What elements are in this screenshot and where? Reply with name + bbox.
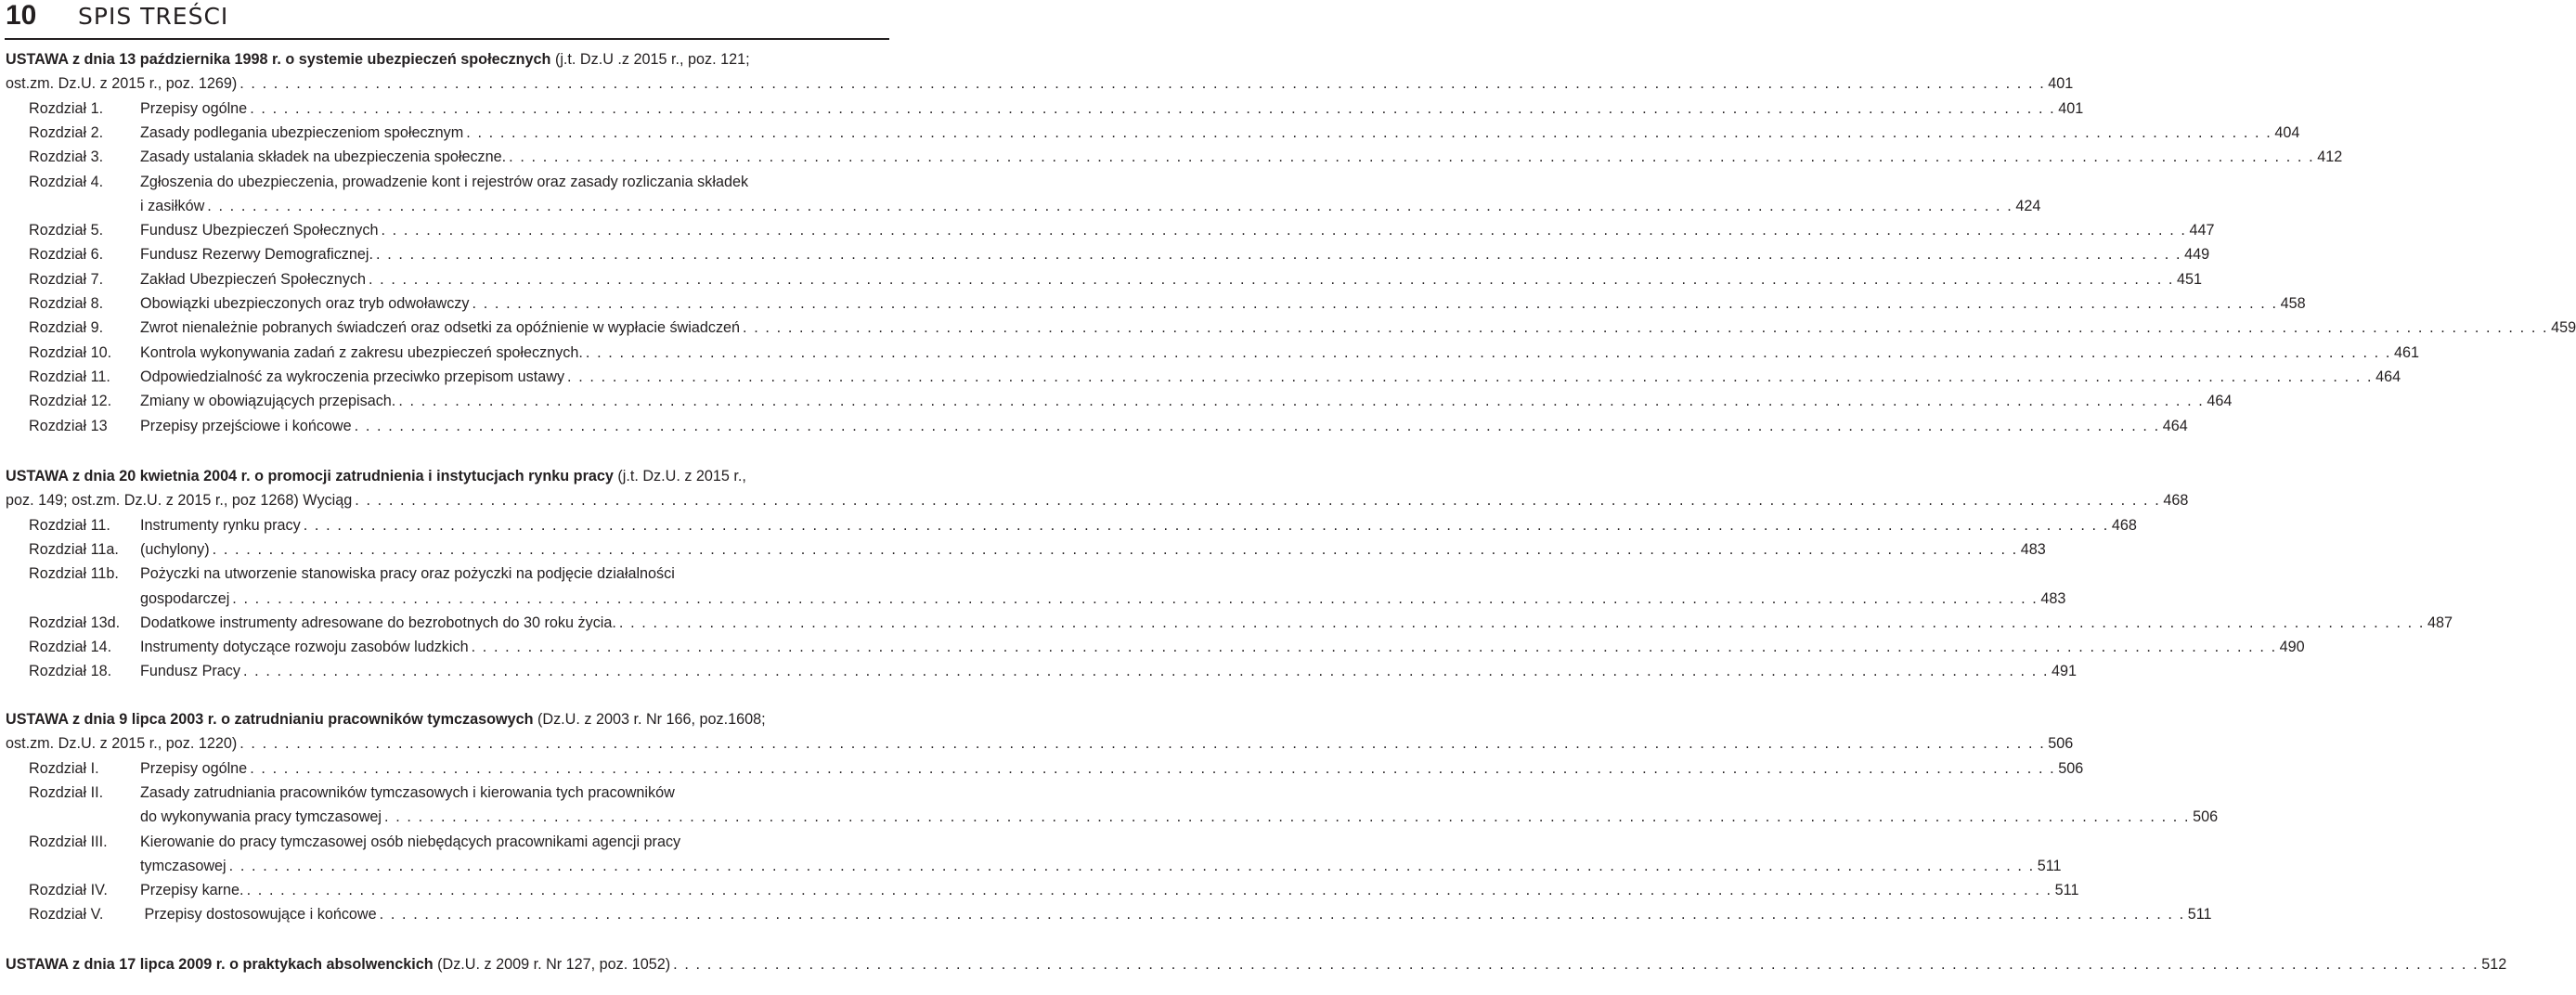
chapter-title: Zasady zatrudniania pracowników tymczasowych i kierowania tych pracowników — [140, 783, 675, 801]
chapter-title: Zakład Ubezpieczeń Społecznych — [140, 270, 366, 288]
chapter-entry — [140, 637, 2305, 657]
chapter-entry — [140, 904, 2212, 924]
dot-leader: . . . . . . . . . . . . . . . . . . . . . . . . . . . . . . . . . . . . . . . . . . . . . . . . . . . . . . . . . . . . . . . . . . . . . . . . . . . . . . . . . . . . . . . . . . . . . . . . . . . . . . . . . . . . . . . . . . . . . . . . . . . . . . . . . . . . . . . . . . . . . . . . . . . . . . . . . . . . . . . . — [466, 123, 2272, 141]
chapter-label: Rozdział 8. — [29, 295, 104, 312]
section-title-line — [6, 466, 885, 486]
chapter-title: Zasady ustalania składek na ubezpieczenia społeczne. — [140, 149, 507, 166]
chapter-title: Dodatkowe instrumenty adresowane do bezrobotnych do 30 roku życia. — [140, 614, 616, 631]
chapter-entry — [140, 563, 885, 584]
chapter-entry — [140, 613, 2453, 633]
page-ref: 468 — [2111, 516, 2137, 534]
chapter-label: Rozdział II. — [29, 783, 104, 801]
act-reference: poz. 149; ost.zm. Dz.U. z 2015 r., poz 1268) Wyciąg — [6, 492, 353, 510]
dot-leader: . . . . . . . . . . . . . . . . . . . . . . . . . . . . . . . . . . . . . . . . . . . . . . . . . . . . . . . . . . . . . . . . . . . . . . . . . . . . . . . . . . . . . . . . . . . . . . . . . . . . . . . . . . . . . . . . . . . . . . . . . . . . . . . . . . . . . . . . . . . . . . . . . . . . . . . . . . . . . . . . — [585, 343, 2391, 361]
chapter-entry — [140, 147, 2343, 167]
dot-leader: . . . . . . . . . . . . . . . . . . . . . . . . . . . . . . . . . . . . . . . . . . . . . . . . . . . . . . . . . . . . . . . . . . . . . . . . . . . . . . . . . . . . . . . . . . . . . . . . . . . . . . . . . . . . . . . . . . . . . . . . . . . . . . . . . . . . . . . . . . . . . . . . . . . . . . . . . . . . . . . . — [354, 417, 2160, 434]
chapter-title: tymczasowej — [140, 857, 227, 874]
chapter-title: Zasady podlegania ubezpieczeniom społecznym — [140, 123, 464, 141]
chapter-title: Kierowanie do pracy tymczasowej osób niebędących pracownikami agencji pracy — [140, 833, 681, 850]
chapter-title: Instrumenty dotyczące rozwoju zasobów ludzkich — [140, 639, 469, 656]
page-ref: 464 — [2162, 417, 2188, 434]
chapter-title: Przepisy dostosowujące i końcowe — [140, 906, 377, 924]
dot-leader: . . . . . . . . . . . . . . . . . . . . . . . . . . . . . . . . . . . . . . . . . . . . . . . . . . . . . . . . . . . . . . . . . . . . . . . . . . . . . . . . . . . . . . . . . . . . . . . . . . . . . . . . . . . . . . . . . . . . . . . . . . . . . . . . . . . . . . . . . . . . . . . . . . . . . . . . . . . . . . . . — [471, 639, 2277, 656]
dot-leader: . . . . . . . . . . . . . . . . . . . . . . . . . . . . . . . . . . . . . . . . . . . . . . . . . . . . . . . . . . . . . . . . . . . . . . . . . . . . . . . . . . . . . . . . . . . . . . . . . . . . . . . . . . . . . . . . . . . . . . . . . . . . . . . . . . . . . . . . . . . . . . . . . . . . . . . . . . . . . . . . — [618, 614, 2425, 631]
dot-leader: . . . . . . . . . . . . . . . . . . . . . . . . . . . . . . . . . . . . . . . . . . . . . . . . . . . . . . . . . . . . . . . . . . . . . . . . . . . . . . . . . . . . . . . . . . . . . . . . . . . . . . . . . . . . . . . . . . . . . . . . . . . . . . . . . . . . . . . . . . . . . . . . . . . . . . . . . . . . . . . . — [250, 99, 2056, 117]
chapter-label: Rozdział 10. — [29, 343, 112, 361]
page-ref: 451 — [2177, 270, 2203, 288]
dot-leader: . . . . . . . . . . . . . . . . . . . . . . . . . . . . . . . . . . . . . . . . . . . . . . . . . . . . . . . . . . . . . . . . . . . . . . . . . . . . . . . . . . . . . . . . . . . . . . . . . . . . . . . . . . . . . . . . . . . . . . . . . . . . . . . . . . . . . . . . . . . . . . . . . . . . . . . . . . . . . . . . — [509, 149, 2315, 166]
chapter-label: Rozdział 13 — [29, 417, 108, 434]
chapter-entry — [140, 293, 2306, 314]
page-ref: 459 — [2551, 319, 2576, 337]
chapter-title: Zgłoszenia do ubezpieczenia, prowadzenie kont i rejestrów oraz zasady rozliczania składek — [140, 173, 749, 190]
page-ref: 512 — [2481, 956, 2507, 973]
chapter-entry — [140, 758, 2084, 779]
dot-leader: . . . . . . . . . . . . . . . . . . . . . . . . . . . . . . . . . . . . . . . . . . . . . . . . . . . . . . . . . . . . . . . . . . . . . . . . . . . . . . . . . . . . . . . . . . . . . . . . . . . . . . . . . . . . . . . . . . . . . . . . . . . . . . . . . . . . . . . . . . . . . . . . . . . . . . . . . . . . . . . . — [398, 393, 2205, 410]
chapter-title: Zmiany w obowiązujących przepisach. — [140, 393, 396, 410]
page-ref: 506 — [2058, 759, 2084, 777]
dot-leader: . . . . . . . . . . . . . . . . . . . . . . . . . . . . . . . . . . . . . . . . . . . . . . . . . . . . . . . . . . . . . . . . . . . . . . . . . . . . . . . . . . . . . . . . . . . . . . . . . . . . . . . . . . . . . . . . . . . . . . . . . . . . . . . . . . . . . . . . . . . . . . . . . . . . . . . . . . . . . . . . — [379, 906, 2185, 924]
chapter-label: Rozdział IV. — [29, 882, 108, 899]
chapter-entry — [140, 172, 885, 192]
page-number: 10 — [6, 0, 37, 31]
chapter-title: Instrumenty rynku pracy — [140, 516, 301, 534]
dot-leader: . . . . . . . . . . . . . . . . . . . . . . . . . . . . . . . . . . . . . . . . . . . . . . . . . . . . . . . . . . . . . . . . . . . . . . . . . . . . . . . . . . . . . . . . . . . . . . . . . . . . . . . . . . . . . . . . . . . . . . . . . . . . . . . . . . . . . . . . . . . . . . . . . . . . . . . . . . . . . . . . — [368, 270, 2175, 288]
page-ref: 491 — [2052, 663, 2078, 680]
chapter-label: Rozdział 4. — [29, 173, 104, 190]
chapter-entry — [140, 588, 2066, 609]
chapter-title: Zwrot nienależnie pobranych świadczeń oraz odsetki za opóźnienie w wypłacie świadczeń — [140, 319, 741, 337]
chapter-label: Rozdział 12. — [29, 393, 112, 410]
chapter-title: Przepisy karne. — [140, 882, 244, 899]
section-title-line — [6, 709, 885, 730]
page-ref: 449 — [2184, 246, 2210, 264]
chapter-label: Rozdział 18. — [29, 663, 112, 680]
act-reference: ost.zm. Dz.U. z 2015 r., poz. 1269) — [6, 75, 238, 93]
page-ref: 483 — [2040, 589, 2066, 607]
chapter-label: Rozdział 11b. — [29, 565, 119, 583]
page-ref: 401 — [2048, 75, 2074, 93]
chapter-label: Rozdział 7. — [29, 270, 104, 288]
chapter-label: Rozdział 5. — [29, 222, 104, 239]
chapter-label: Rozdział 2. — [29, 123, 104, 141]
page-ref: 511 — [2187, 906, 2212, 924]
act-reference: (j.t. Dz.U .z 2015 r., poz. 121; — [550, 51, 750, 68]
dot-leader: . . . . . . . . . . . . . . . . . . . . . . . . . . . . . . . . . . . . . . . . . . . . . . . . . . . . . . . . . . . . . . . . . . . . . . . . . . . . . . . . . . . . . . . . . . . . . . . . . . . . . . . . . . . . . . . . . . . . . . . . . . . . . . . . . . . . . . . . . . . . . . . . . . . . . . . . . . . . . . . . — [303, 516, 2109, 534]
chapter-entry — [140, 244, 2210, 265]
chapter-entry — [140, 220, 2215, 240]
chapter-label: Rozdział 11. — [29, 368, 110, 385]
chapter-title: do wykonywania pracy tymczasowej — [140, 808, 382, 826]
chapter-entry — [140, 196, 2041, 216]
chapter-entry — [140, 269, 2203, 290]
chapter-label: Rozdział 11a. — [29, 540, 119, 558]
page-ref: 506 — [2048, 735, 2074, 753]
page-ref: 464 — [2207, 393, 2233, 410]
chapter-entry — [140, 98, 2084, 119]
act-title: USTAWA z dnia 17 lipca 2009 r. o praktykach absolwenckich — [6, 956, 434, 973]
chapter-entry — [140, 515, 2137, 536]
chapter-entry — [140, 807, 2219, 827]
dot-leader: . . . . . . . . . . . . . . . . . . . . . . . . . . . . . . . . . . . . . . . . . . . . . . . . . . . . . . . . . . . . . . . . . . . . . . . . . . . . . . . . . . . . . . . . . . . . . . . . . . . . . . . . . . . . . . . . . . . . . . . . . . . . . . . . . . . . . . . . . . . . . . . . . . . . . . . . . . . . . . . . — [212, 540, 2018, 558]
chapter-label: Rozdział 3. — [29, 149, 104, 166]
section-title-line — [6, 954, 2507, 975]
chapter-entry — [140, 342, 2419, 363]
section-title-line — [6, 49, 885, 70]
chapter-title: Fundusz Pracy — [140, 663, 240, 680]
page-ref: 404 — [2274, 123, 2300, 141]
chapter-title: Przepisy ogólne — [140, 759, 248, 777]
page-ref: 447 — [2189, 222, 2215, 239]
page-ref: 412 — [2317, 149, 2343, 166]
chapter-label: Rozdział 9. — [29, 319, 104, 337]
chapter-label: Rozdział 11. — [29, 516, 110, 534]
page-title: SPIS TREŚCI — [78, 3, 229, 30]
section-title-line — [6, 73, 2074, 94]
chapter-entry — [140, 367, 2401, 387]
page-ref: 483 — [2020, 540, 2046, 558]
dot-leader: . . . . . . . . . . . . . . . . . . . . . . . . . . . . . . . . . . . . . . . . . . . . . . . . . . . . . . . . . . . . . . . . . . . . . . . . . . . . . . . . . . . . . . . . . . . . . . . . . . . . . . . . . . . . . . . . . . . . . . . . . . . . . . . . . . . . . . . . . . . . . . . . . . . . . . . . . . . . . . . . — [381, 222, 2187, 239]
dot-leader: . . . . . . . . . . . . . . . . . . . . . . . . . . . . . . . . . . . . . . . . . . . . . . . . . . . . . . . . . . . . . . . . . . . . . . . . . . . . . . . . . . . . . . . . . . . . . . . . . . . . . . . . . . . . . . . . . . . . . . . . . . . . . . . . . . . . . . . . . . . . . . . . . . . . . . . . . . . . . . . . — [246, 882, 2052, 899]
act-reference: ost.zm. Dz.U. z 2015 r., poz. 1220) — [6, 735, 238, 753]
chapter-entry — [140, 391, 2233, 411]
chapter-title: Kontrola wykonywania zadań z zakresu ubezpieczeń społecznych. — [140, 343, 583, 361]
chapter-entry — [140, 539, 2046, 560]
dot-leader: . . . . . . . . . . . . . . . . . . . . . . . . . . . . . . . . . . . . . . . . . . . . . . . . . . . . . . . . . . . . . . . . . . . . . . . . . . . . . . . . . . . . . . . . . . . . . . . . . . . . . . . . . . . . . . . . . . . . . . . . . . . . . . . . . . . . . . . . . . . . . . . . . . . . . . . . . . . . . . . . — [242, 663, 2050, 680]
chapter-label: Rozdział 1. — [29, 99, 104, 117]
chapter-entry — [140, 416, 2188, 436]
dot-leader: . . . . . . . . . . . . . . . . . . . . . . . . . . . . . . . . . . . . . . . . . . . . . . . . . . . . . . . . . . . . . . . . . . . . . . . . . . . . . . . . . . . . . . . . . . . . . . . . . . . . . . . . . . . . . . . . . . . . . . . . . . . . . . . . . . . . . . . . . . . . . . . . . . . . . . . . . . . . . . . . — [743, 319, 2549, 337]
dot-leader: . . . . . . . . . . . . . . . . . . . . . . . . . . . . . . . . . . . . . . . . . . . . . . . . . . . . . . . . . . . . . . . . . . . . . . . . . . . . . . . . . . . . . . . . . . . . . . . . . . . . . . . . . . . . . . . . . . . . . . . . . . . . . . . . . . . . . . . . . . . . . . . . . . . . . . . . . . . . . . . . — [384, 808, 2191, 826]
act-title: USTAWA z dnia 20 kwietnia 2004 r. o promocji zatrudnienia i instytucjach rynku pracy — [6, 468, 614, 485]
chapter-label: Rozdział I. — [29, 759, 99, 777]
chapter-label: Rozdział 13d. — [29, 614, 121, 631]
act-reference: (Dz.U. z 2009 r. Nr 127, poz. 1052) — [433, 956, 671, 973]
page-ref: 506 — [2193, 808, 2219, 826]
chapter-entry — [140, 317, 2576, 338]
dot-leader: . . . . . . . . . . . . . . . . . . . . . . . . . . . . . . . . . . . . . . . . . . . . . . . . . . . . . . . . . . . . . . . . . . . . . . . . . . . . . . . . . . . . . . . . . . . . . . . . . . . . . . . . . . . . . . . . . . . . . . . . . . . . . . . . . . . . . . . . . . . . . . . . . . . . . . . . . . . . . . . . — [376, 246, 2182, 264]
dot-leader: . . . . . . . . . . . . . . . . . . . . . . . . . . . . . . . . . . . . . . . . . . . . . . . . . . . . . . . . . . . . . . . . . . . . . . . . . . . . . . . . . . . . . . . . . . . . . . . . . . . . . . . . . . . . . . . . . . . . . . . . . . . . . . . . . . . . . . . . . . . . . . . . . . . . . . . . . . . . . . . . — [673, 956, 2479, 973]
dot-leader: . . . . . . . . . . . . . . . . . . . . . . . . . . . . . . . . . . . . . . . . . . . . . . . . . . . . . . . . . . . . . . . . . . . . . . . . . . . . . . . . . . . . . . . . . . . . . . . . . . . . . . . . . . . . . . . . . . . . . . . . . . . . . . . . . . . . . . . . . . . . . . . . . . . . . . . . . . . . . . . . — [250, 759, 2056, 777]
dot-leader: . . . . . . . . . . . . . . . . . . . . . . . . . . . . . . . . . . . . . . . . . . . . . . . . . . . . . . . . . . . . . . . . . . . . . . . . . . . . . . . . . . . . . . . . . . . . . . . . . . . . . . . . . . . . . . . . . . . . . . . . . . . . . . . . . . . . . . . . . . . . . . . . . . . . . . . . . . . . . . . . — [472, 295, 2278, 312]
chapter-title: Przepisy ogólne — [140, 99, 248, 117]
section-title-line — [6, 490, 2189, 510]
chapter-entry — [140, 123, 2300, 143]
page-ref: 511 — [2054, 882, 2079, 899]
dot-leader: . . . . . . . . . . . . . . . . . . . . . . . . . . . . . . . . . . . . . . . . . . . . . . . . . . . . . . . . . . . . . . . . . . . . . . . . . . . . . . . . . . . . . . . . . . . . . . . . . . . . . . . . . . . . . . . . . . . . . . . . . . . . . . . . . . . . . . . . . . . . . . . . . . . . . . . . . . . . . . . . — [567, 368, 2374, 385]
dot-leader: . . . . . . . . . . . . . . . . . . . . . . . . . . . . . . . . . . . . . . . . . . . . . . . . . . . . . . . . . . . . . . . . . . . . . . . . . . . . . . . . . . . . . . . . . . . . . . . . . . . . . . . . . . . . . . . . . . . . . . . . . . . . . . . . . . . . . . . . . . . . . . . . . . . . . . . . . . . . . . . . — [239, 735, 2046, 753]
dot-leader: . . . . . . . . . . . . . . . . . . . . . . . . . . . . . . . . . . . . . . . . . . . . . . . . . . . . . . . . . . . . . . . . . . . . . . . . . . . . . . . . . . . . . . . . . . . . . . . . . . . . . . . . . . . . . . . . . . . . . . . . . . . . . . . . . . . . . . . . . . . . . . . . . . . . . . . . . . . . . . . . — [239, 75, 2046, 93]
act-title: USTAWA z dnia 13 października 1998 r. o systemie ubezpieczeń społecznych — [6, 51, 551, 68]
act-reference: (j.t. Dz.U. z 2015 r., — [613, 468, 746, 485]
chapter-title: Obowiązki ubezpieczonych oraz tryb odwoławczy — [140, 295, 470, 312]
chapter-title: i zasiłków — [140, 197, 205, 214]
dot-leader: . . . . . . . . . . . . . . . . . . . . . . . . . . . . . . . . . . . . . . . . . . . . . . . . . . . . . . . . . . . . . . . . . . . . . . . . . . . . . . . . . . . . . . . . . . . . . . . . . . . . . . . . . . . . . . . . . . . . . . . . . . . . . . . . . . . . . . . . . . . . . . . . . . . . . . . . . . . . . . . . — [228, 857, 2035, 874]
chapter-entry — [140, 661, 2078, 681]
act-reference: (Dz.U. z 2003 r. Nr 166, poz.1608; — [533, 711, 766, 728]
page-ref: 424 — [2015, 197, 2041, 214]
chapter-label: Rozdział 6. — [29, 246, 104, 264]
page-ref: 461 — [2393, 343, 2419, 361]
chapter-entry — [140, 782, 885, 803]
chapter-label: Rozdział V. — [29, 906, 104, 924]
dot-leader: . . . . . . . . . . . . . . . . . . . . . . . . . . . . . . . . . . . . . . . . . . . . . . . . . . . . . . . . . . . . . . . . . . . . . . . . . . . . . . . . . . . . . . . . . . . . . . . . . . . . . . . . . . . . . . . . . . . . . . . . . . . . . . . . . . . . . . . . . . . . . . . . . . . . . . . . . . . . . . . . — [355, 492, 2161, 510]
chapter-entry — [140, 856, 2062, 876]
page-ref: 458 — [2280, 295, 2306, 312]
page-ref: 468 — [2163, 492, 2189, 510]
chapter-title: gospodarczej — [140, 589, 230, 607]
chapter-entry — [140, 832, 885, 852]
chapter-title: Fundusz Rezerwy Demograficznej. — [140, 246, 374, 264]
page-ref: 511 — [2037, 857, 2062, 874]
chapter-label: Rozdział III. — [29, 833, 108, 850]
page-ref: 487 — [2427, 614, 2453, 631]
chapter-title: Fundusz Ubezpieczeń Społecznych — [140, 222, 379, 239]
dot-leader: . . . . . . . . . . . . . . . . . . . . . . . . . . . . . . . . . . . . . . . . . . . . . . . . . . . . . . . . . . . . . . . . . . . . . . . . . . . . . . . . . . . . . . . . . . . . . . . . . . . . . . . . . . . . . . . . . . . . . . . . . . . . . . . . . . . . . . . . . . . . . . . . . . . . . . . . . . . . . . . . — [232, 589, 2039, 607]
chapter-title: Pożyczki na utworzenie stanowiska pracy oraz pożyczki na podjęcie działalności — [140, 565, 675, 583]
chapter-entry — [140, 880, 2079, 900]
chapter-title: (uchylony) — [140, 540, 210, 558]
chapter-title: Odpowiedzialność za wykroczenia przeciwko przepisom ustawy — [140, 368, 565, 385]
act-title: USTAWA z dnia 9 lipca 2003 r. o zatrudnianiu pracowników tymczasowych — [6, 711, 534, 728]
page-ref: 490 — [2279, 639, 2305, 656]
chapter-title: Przepisy przejściowe i końcowe — [140, 417, 352, 434]
dot-leader: . . . . . . . . . . . . . . . . . . . . . . . . . . . . . . . . . . . . . . . . . . . . . . . . . . . . . . . . . . . . . . . . . . . . . . . . . . . . . . . . . . . . . . . . . . . . . . . . . . . . . . . . . . . . . . . . . . . . . . . . . . . . . . . . . . . . . . . . . . . . . . . . . . . . . . . . . . . . . . . . — [207, 197, 2013, 214]
chapter-label: Rozdział 14. — [29, 639, 112, 656]
page-ref: 464 — [2375, 368, 2401, 385]
section-title-line — [6, 733, 2074, 754]
page-ref: 401 — [2058, 99, 2084, 117]
